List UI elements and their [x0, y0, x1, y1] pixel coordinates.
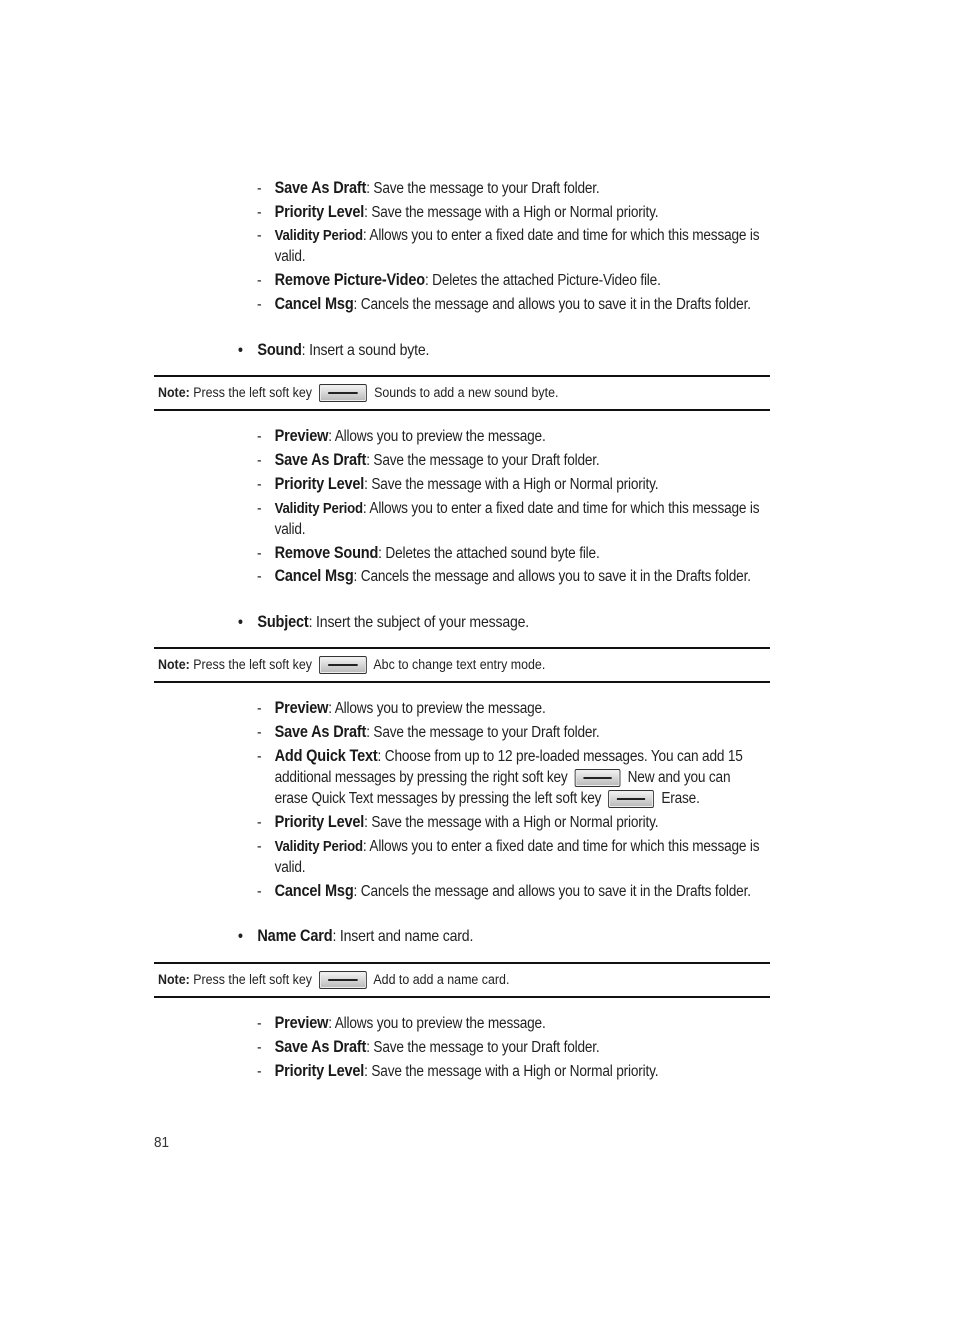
- list-item-validity-period: [257, 498, 760, 540]
- dash-marker: -: [257, 428, 262, 445]
- note-text: Abc to change text entry mode.: [373, 657, 546, 672]
- list-item-save-as-draft: [257, 178, 697, 199]
- dash-marker: -: [257, 204, 262, 221]
- dash-marker: -: [257, 180, 262, 197]
- list-item-save-as-draft: [257, 450, 697, 471]
- dash-marker: -: [257, 500, 262, 517]
- term: Subject: [257, 613, 309, 631]
- dash-marker: -: [257, 476, 262, 493]
- list-item-priority-level: [257, 812, 697, 833]
- term: Remove Sound: [274, 544, 379, 562]
- term: Sound: [257, 341, 302, 359]
- description: : Choose from up to 12 pre-loaded messages. You can add 15 additional messages by pressing the right soft key: [274, 748, 743, 786]
- note-label: Note:: [158, 972, 190, 987]
- note-label: Note:: [158, 657, 190, 672]
- note-text: Press the left soft key: [193, 385, 312, 400]
- description: : Allows you to preview the message.: [328, 1015, 546, 1032]
- bullet-marker: •: [238, 928, 243, 945]
- term: Name Card: [257, 927, 333, 945]
- list-item-priority-level: [257, 202, 697, 223]
- dash-marker: -: [257, 814, 262, 831]
- description: : Allows you to preview the message.: [328, 700, 546, 717]
- left-soft-key-icon: [319, 656, 367, 674]
- dash-marker: -: [257, 883, 262, 900]
- description: : Save the message with a High or Normal priority.: [364, 1063, 659, 1080]
- list-item-cancel-msg: [257, 881, 751, 902]
- bullet-item-sound: [238, 340, 696, 361]
- note-text: Press the left soft key: [193, 657, 312, 672]
- term: Save As Draft: [274, 451, 367, 469]
- dash-marker: -: [257, 227, 262, 244]
- list-item-validity-period: [257, 836, 760, 878]
- dash-marker: -: [257, 838, 262, 855]
- list-item-remove-picture-video: [257, 270, 697, 291]
- note-box: [154, 962, 770, 998]
- list-item-cancel-msg: [257, 566, 751, 587]
- description: : Save the message to your Draft folder.: [366, 180, 600, 197]
- term: Save As Draft: [274, 179, 367, 197]
- dash-marker: -: [257, 452, 262, 469]
- term: Priority Level: [274, 203, 365, 221]
- term: Cancel Msg: [274, 295, 354, 313]
- description: : Insert the subject of your message.: [308, 614, 530, 631]
- description: : Cancels the message and allows you to save it in the Drafts folder.: [353, 883, 751, 900]
- term: Priority Level: [274, 475, 365, 493]
- description: Erase.: [661, 790, 700, 807]
- description: : Allows you to enter a fixed date and time for which this message is valid.: [274, 500, 760, 538]
- note-box: [154, 647, 770, 683]
- term: Preview: [274, 699, 329, 717]
- description: New and you can erase Quick Text messages by pressing the left soft key: [274, 769, 731, 807]
- dash-marker: -: [257, 748, 262, 765]
- description: : Save the message with a High or Normal priority.: [364, 204, 659, 221]
- left-soft-key-icon: [319, 384, 367, 402]
- bullet-item-subject: [238, 612, 696, 633]
- bullet-marker: •: [238, 614, 243, 631]
- list-item-preview: [257, 698, 697, 719]
- description: : Deletes the attached sound byte file.: [378, 545, 600, 562]
- description: : Insert a sound byte.: [301, 342, 430, 359]
- list-item-cancel-msg: [257, 294, 751, 315]
- left-soft-key-icon: [608, 790, 654, 808]
- description: : Save the message with a High or Normal priority.: [364, 814, 659, 831]
- dash-marker: -: [257, 724, 262, 741]
- list-item-save-as-draft: [257, 722, 697, 743]
- description: : Save the message to your Draft folder.: [366, 724, 600, 741]
- list-item-priority-level: [257, 1061, 697, 1082]
- dash-marker: -: [257, 568, 262, 585]
- list-item-preview: [257, 426, 697, 447]
- term: Validity Period: [274, 500, 363, 517]
- bullet-marker: •: [238, 342, 243, 359]
- term: Validity Period: [274, 227, 363, 244]
- description: : Deletes the attached Picture-Video file.: [424, 272, 661, 289]
- dash-marker: -: [257, 1039, 262, 1056]
- term: Preview: [274, 427, 329, 445]
- term: Save As Draft: [274, 723, 367, 741]
- list-item-validity-period: [257, 225, 760, 267]
- note-box: [154, 375, 770, 411]
- description: : Cancels the message and allows you to save it in the Drafts folder.: [353, 296, 751, 313]
- dash-marker: -: [257, 700, 262, 717]
- term: Save As Draft: [274, 1038, 367, 1056]
- term: Cancel Msg: [274, 567, 354, 585]
- description: : Allows you to enter a fixed date and time for which this message is valid.: [274, 227, 760, 265]
- description: : Allows you to preview the message.: [328, 428, 546, 445]
- bullet-item-name-card: [238, 926, 696, 947]
- description: : Save the message to your Draft folder.: [366, 1039, 600, 1056]
- note-label: Note:: [158, 385, 190, 400]
- note-text: Press the left soft key: [193, 972, 312, 987]
- term: Remove Picture-Video: [274, 271, 425, 289]
- left-soft-key-icon: [319, 971, 367, 989]
- dash-marker: -: [257, 272, 262, 289]
- note-text: Add to add a name card.: [373, 972, 510, 987]
- term: Priority Level: [274, 813, 365, 831]
- description: : Cancels the message and allows you to save it in the Drafts folder.: [353, 568, 751, 585]
- note-text: Sounds to add a new sound byte.: [374, 385, 559, 400]
- right-soft-key-icon: [575, 769, 621, 787]
- list-item-add-quick-text: [257, 746, 743, 809]
- description: : Insert and name card.: [332, 928, 474, 945]
- dash-marker: -: [257, 1015, 262, 1032]
- term: Add Quick Text: [274, 747, 378, 765]
- dash-marker: -: [257, 545, 262, 562]
- description: : Save the message with a High or Normal priority.: [364, 476, 659, 493]
- description: : Save the message to your Draft folder.: [366, 452, 600, 469]
- term: Validity Period: [274, 838, 363, 855]
- description: : Allows you to enter a fixed date and time for which this message is valid.: [274, 838, 760, 876]
- term: Cancel Msg: [274, 882, 354, 900]
- dash-marker: -: [257, 296, 262, 313]
- list-item-preview: [257, 1013, 697, 1034]
- term: Preview: [274, 1014, 329, 1032]
- term: Priority Level: [274, 1062, 365, 1080]
- list-item-priority-level: [257, 474, 697, 495]
- page-number: 81: [154, 1134, 170, 1151]
- list-item-save-as-draft: [257, 1037, 697, 1058]
- list-item-remove-sound: [257, 543, 697, 564]
- dash-marker: -: [257, 1063, 262, 1080]
